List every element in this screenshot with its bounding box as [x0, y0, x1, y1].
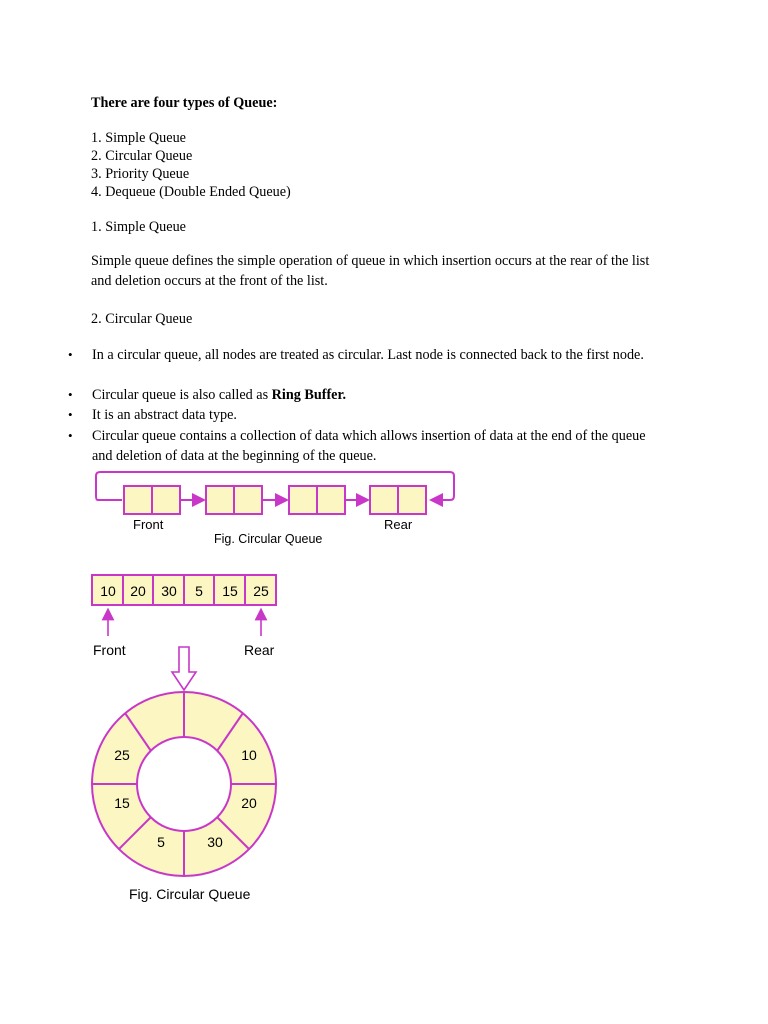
rear-label: Rear	[384, 517, 413, 532]
circular-queue-linked-diagram	[90, 468, 470, 550]
bullet-text: Circular queue is also called as	[92, 387, 272, 403]
bullet-dot: •	[68, 387, 73, 402]
bullet-text: It is an abstract data type.	[92, 407, 237, 423]
array-cell: 25	[253, 583, 269, 599]
array-cell: 30	[161, 583, 177, 599]
ring-buffer-term: Ring Buffer.	[271, 387, 347, 403]
list-item: 1. Simple Queue	[91, 130, 186, 146]
bullet-item	[68, 385, 652, 405]
list-item: 4. Dequeue (Double Ended Queue)	[91, 184, 291, 200]
array-cell: 10	[100, 583, 116, 599]
ring-cell: 10	[241, 747, 257, 763]
queue-array	[92, 575, 276, 605]
queue-node	[289, 486, 345, 514]
section-title-simple-queue: 1. Simple Queue	[91, 219, 186, 235]
bullet-dot: •	[68, 428, 73, 443]
array-cell: 15	[222, 583, 238, 599]
queue-node	[206, 486, 262, 514]
types-list	[91, 129, 291, 201]
queue-node	[370, 486, 426, 514]
array-cell: 20	[130, 583, 146, 599]
array-cell: 5	[195, 583, 203, 599]
ring-cell: 15	[114, 795, 130, 811]
list-heading: There are four types of Queue:	[91, 95, 278, 111]
front-label: Front	[133, 517, 164, 532]
bullet-item	[68, 405, 652, 425]
front-label: Front	[93, 642, 126, 658]
ring-cell: 30	[207, 834, 223, 850]
bullet-item	[68, 426, 652, 466]
bullet-text: Circular queue contains a collection of data which allows insertion of data at the end of the queue and deletion of data at the beginning of the queue.	[92, 428, 646, 464]
figure-caption: Fig. Circular Queue	[129, 886, 251, 902]
figure-caption: Fig. Circular Queue	[214, 532, 323, 546]
ring-cell: 5	[157, 834, 165, 850]
simple-queue-description: Simple queue defines the simple operation of queue in which insertion occurs at the rear of the list and deletion occurs at the front of the list.	[91, 253, 650, 289]
list-item: 2. Circular Queue	[91, 148, 193, 164]
ring-cell: 25	[114, 747, 130, 763]
bullet-text: In a circular queue, all nodes are treated as circular. Last node is connected back to the first node.	[92, 347, 644, 363]
ring-cell: 20	[241, 795, 257, 811]
queue-node	[124, 486, 180, 514]
down-arrow-icon	[172, 647, 196, 690]
bullet-dot: •	[68, 347, 73, 362]
circular-queue-ring-diagram	[88, 570, 288, 910]
rear-label: Rear	[244, 642, 275, 658]
list-item: 3. Priority Queue	[91, 166, 190, 182]
bullet-dot: •	[68, 407, 73, 422]
bullet-item	[68, 345, 652, 365]
section-title-circular-queue: 2. Circular Queue	[91, 311, 193, 327]
